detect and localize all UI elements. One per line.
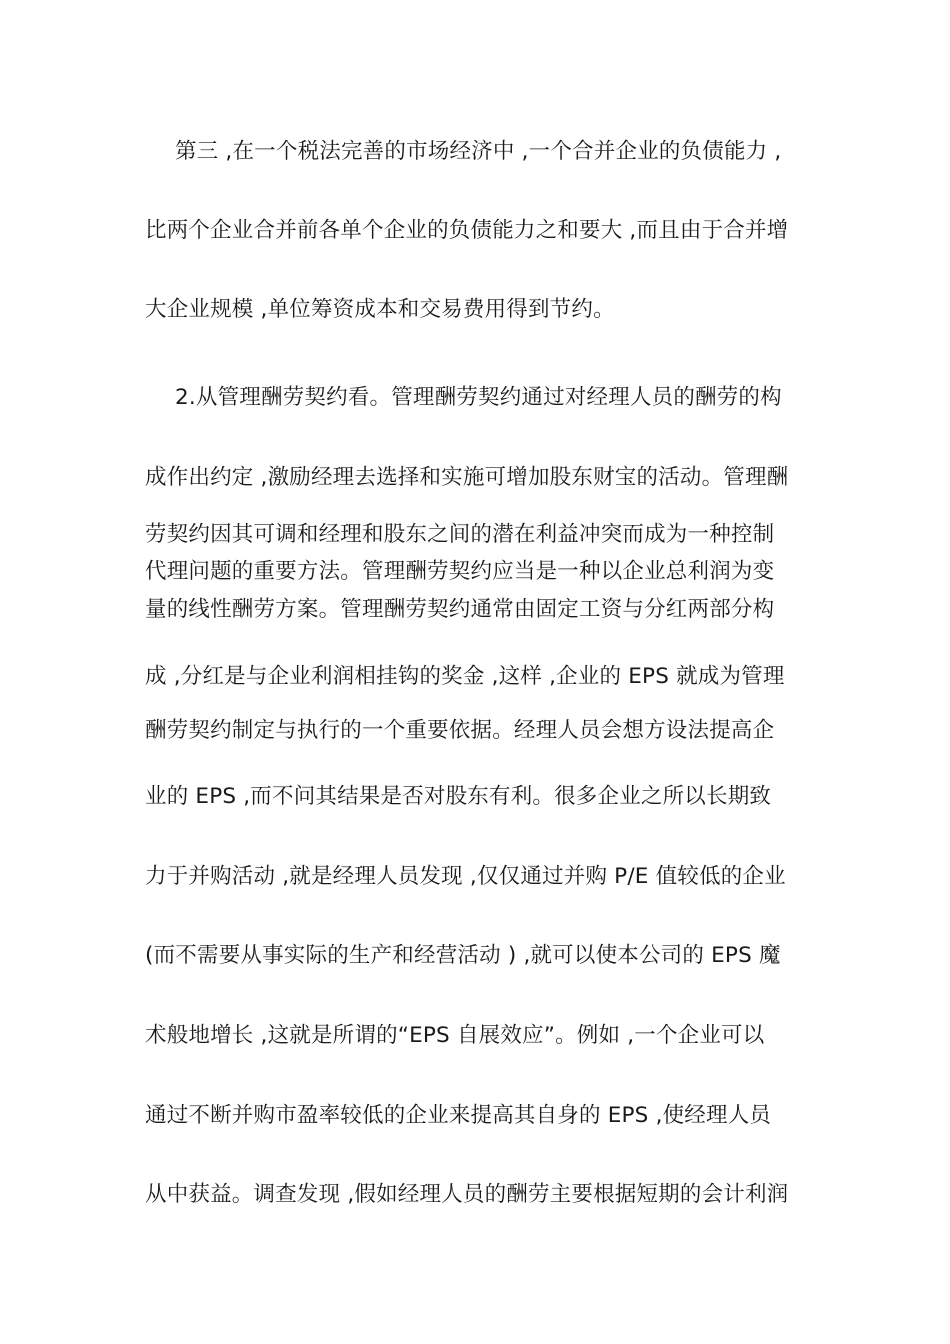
text-line: 术般地增长 ,这就是所谓的“EPS 自展效应”。例如 ,一个企业可以 [145, 1023, 765, 1048]
text-line: 劳契约因其可调和经理和股东之间的潜在利益冲突而成为一种控制 [145, 522, 775, 547]
text-line: 业的 EPS ,而不问其结果是否对股东有利。很多企业之所以长期致 [145, 784, 772, 809]
text-line: 量的线性酬劳方案。管理酬劳契约通常由固定工资与分红两部分构 [145, 597, 775, 622]
text-line: 代理问题的重要方法。管理酬劳契约应当是一种以企业总利润为变 [145, 559, 775, 584]
text-line: 成 ,分红是与企业利润相挂钩的奖金 ,这样 ,企业的 EPS 就成为管理 [145, 664, 785, 689]
text-line: 第三 ,在一个税法完善的市场经济中 ,一个合并企业的负债能力 , [175, 139, 782, 164]
text-line: 2.从管理酬劳契约看。管理酬劳契约通过对经理人员的酬劳的构 [175, 385, 782, 410]
text-line: 成作出约定 ,激励经理去选择和实施可增加股东财宝的活动。管理酬 [145, 465, 789, 490]
text-line: (而不需要从事实际的生产和经营活动 ) ,就可以使本公司的 EPS 魔 [145, 943, 781, 968]
text-line: 比两个企业合并前各单个企业的负债能力之和要大 ,而且由于合并增 [145, 218, 789, 243]
text-line: 通过不断并购市盈率较低的企业来提高其自身的 EPS ,使经理人员 [145, 1103, 772, 1128]
text-line: 酬劳契约制定与执行的一个重要依据。经理人员会想方设法提高企 [145, 718, 775, 743]
text-line: 力于并购活动 ,就是经理人员发现 ,仅仅通过并购 P/E 值较低的企业 [145, 864, 786, 889]
text-line: 大企业规模 ,单位筹资成本和交易费用得到节约。 [145, 297, 615, 322]
text-line: 从中获益。调查发现 ,假如经理人员的酬劳主要根据短期的会计利润 [145, 1182, 789, 1207]
